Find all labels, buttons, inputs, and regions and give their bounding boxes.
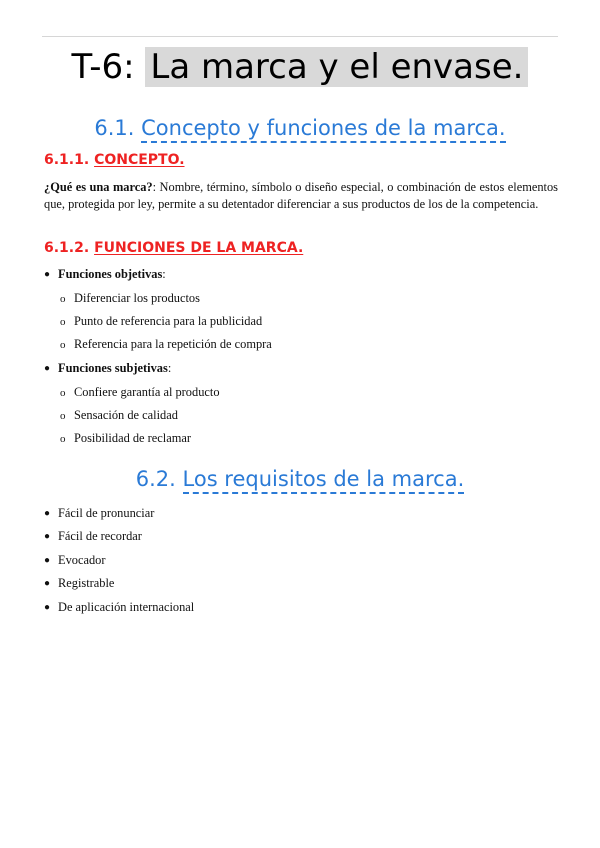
circle-bullet-icon: o <box>60 339 66 351</box>
list-item: ● Registrable <box>44 576 115 590</box>
subsection-heading-6-1-2 <box>44 240 303 256</box>
bullet-icon: ● <box>44 363 51 374</box>
subsection-number: 6.1.1. <box>44 152 90 168</box>
group-label: Funciones objetivas <box>58 267 163 281</box>
section-heading-6-2 <box>0 467 600 491</box>
list-item: o Referencia para la repetición de compra <box>60 337 272 351</box>
bullet-icon: ● <box>44 508 51 519</box>
circle-bullet-icon: o <box>60 433 66 445</box>
bullet-icon: ● <box>44 269 51 280</box>
list-item: o Sensación de calidad <box>60 408 178 422</box>
list-item: ● Funciones subjetivas: <box>44 361 172 375</box>
section-number: 6.1. <box>94 116 135 140</box>
circle-bullet-icon: o <box>60 316 66 328</box>
list-item: ● Evocador <box>44 553 106 567</box>
circle-bullet-icon: o <box>60 410 66 422</box>
section-title: Concepto y funciones de la marca. <box>141 116 505 143</box>
concept-paragraph <box>44 179 558 213</box>
subsection-heading-6-1-1 <box>44 152 185 168</box>
list-item: ● De aplicación internacional <box>44 600 195 614</box>
list-item: o Punto de referencia para la publicidad <box>60 314 263 328</box>
section-number: 6.2. <box>135 467 176 491</box>
section-title: Los requisitos de la marca. <box>183 467 465 494</box>
subsection-number: 6.1.2. <box>44 240 90 256</box>
bullet-icon: ● <box>44 578 51 589</box>
circle-bullet-icon: o <box>60 387 66 399</box>
list-item: o Diferenciar los productos <box>60 291 200 305</box>
subsection-title: CONCEPTO. <box>94 152 185 168</box>
concept-definition: : Nombre, término, símbolo o diseño especial, o combinación de estos elementos que, protegida por ley, permite a su detentador diferenciar a sus productos de los de la competencia. <box>44 180 559 211</box>
list-item: ● Fácil de pronunciar <box>44 506 155 520</box>
list-item: ● Fácil de recordar <box>44 529 142 543</box>
title-prefix: T-6: <box>71 47 135 87</box>
bullet-icon: ● <box>44 531 51 542</box>
concept-question: ¿Qué es una marca? <box>44 180 153 194</box>
list-item: o Confiere garantía al producto <box>60 385 220 399</box>
title-highlight: La marca y el envase. <box>145 47 528 87</box>
top-rule <box>42 36 558 37</box>
section-heading-6-1 <box>0 116 600 140</box>
group-label: Funciones subjetivas <box>58 361 168 375</box>
subsection-title: FUNCIONES DE LA MARCA. <box>94 240 304 256</box>
page-title <box>0 44 600 90</box>
bullet-icon: ● <box>44 602 51 613</box>
bullet-icon: ● <box>44 555 51 566</box>
circle-bullet-icon: o <box>60 293 66 305</box>
list-item: o Posibilidad de reclamar <box>60 431 191 445</box>
list-item: ● Funciones objetivas: <box>44 267 166 281</box>
